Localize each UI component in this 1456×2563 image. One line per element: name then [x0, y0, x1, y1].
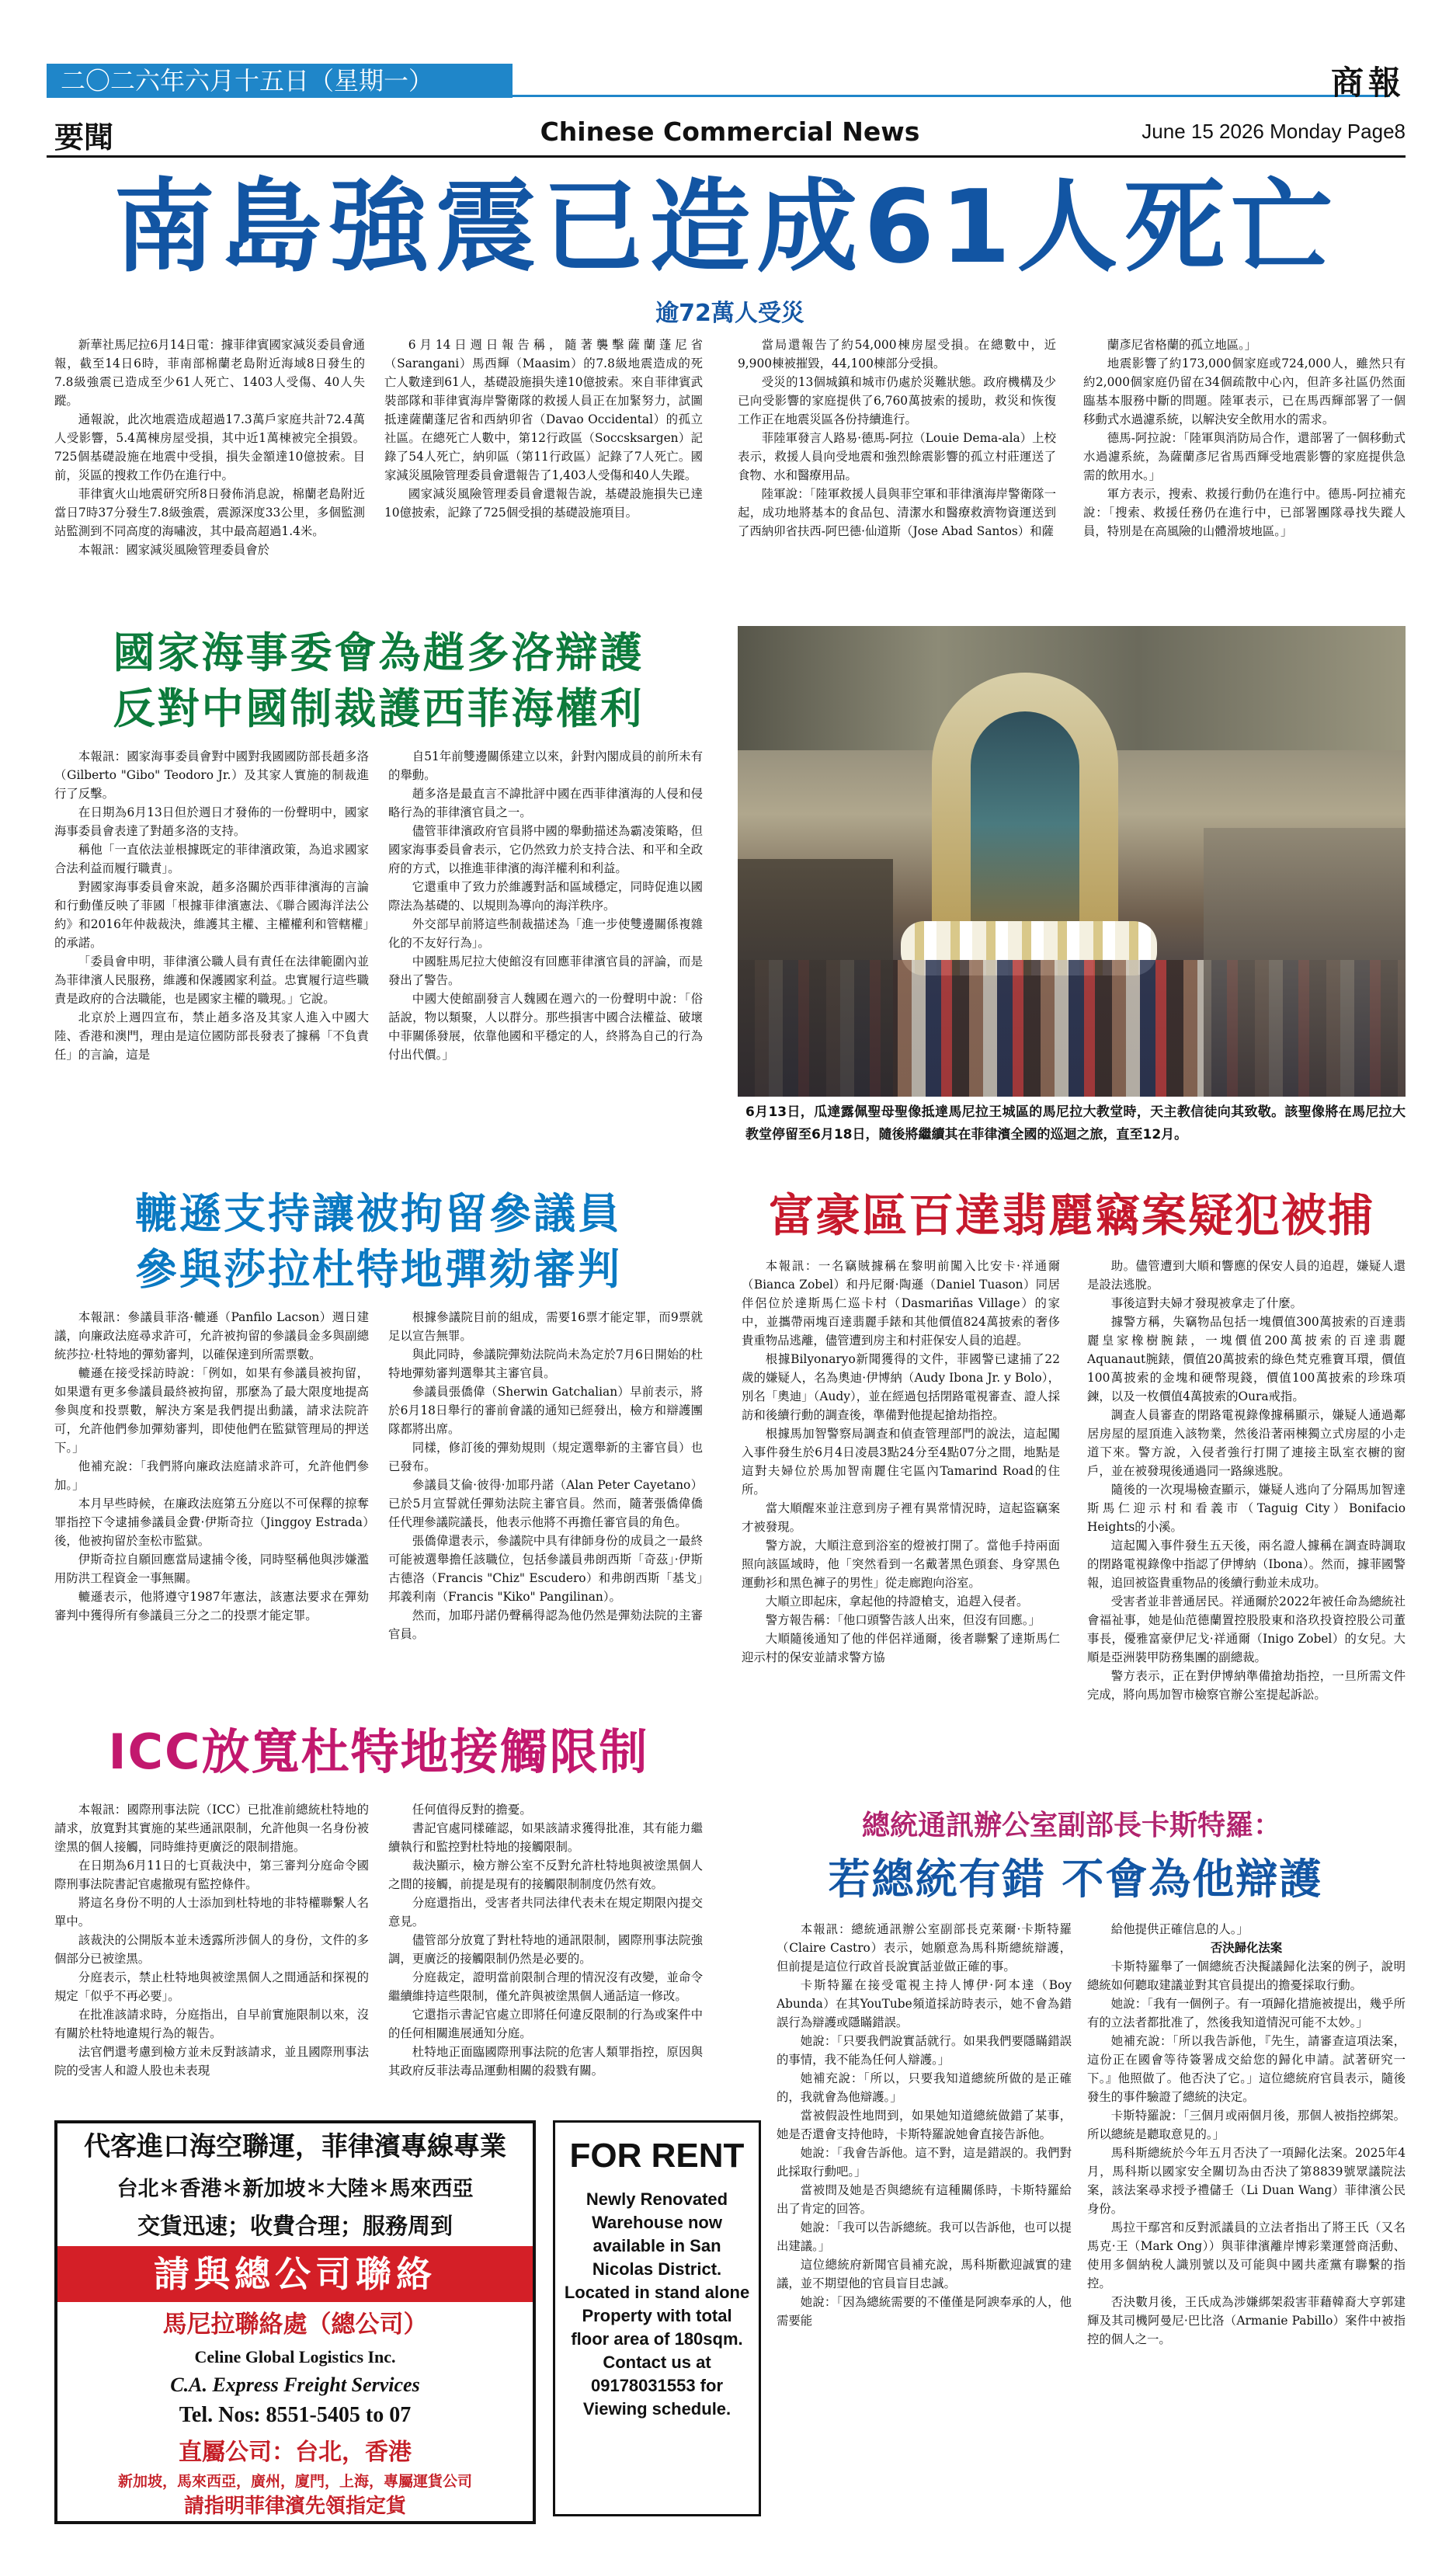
date-banner: 二〇二六年六月十五日（星期一）	[47, 64, 513, 98]
photo-crowd-right	[1204, 828, 1406, 1097]
castro-column-2: 給他提供正確信息的人。」 否決歸化法案 卡斯特羅舉了一個總統否決擬議歸化法案的例子，說明總統如何聽取建議並對其官員提出的擔憂採取行動。 她說：「我有一個例子。有一項歸化措施被提出，幾乎所有的立法者都批准了，然後我知道情況可能不太妙。」 她補充說：「所以我告訴他，『先生，請審查這項法案，這份正在國會等待簽署成交給您的歸化申請。試著研究一下。』他照做了。他否決了它。」這位總統府官員表示，隨後發生的事件驗證了總統的決定。 卡斯特羅說：「三個月或兩個月後，那個人被指控綁架。所以總統是聽取意見的。」 馬科斯總統於今年五月否決了一項歸化法案。2025年4月，馬科斯以國家安全關切為由否決了第8839號眾議院法案，該法案尋求授予禮儲壬（Li Duan Wang）菲律濱公民身份。 馬拉干鄢宮和反對派議員的立法者指出了將王氏（又名馬克·王（Mark Ong））與菲律濱離岸博彩業運營商活動、使用多個納稅人識別號以及可能與中國共產黨有聯繫的指控。 否決數月後，王氏成為涉嫌綁架殺害菲藉韓裔大亨郭建輝及其司機阿曼尼·巴比洛（Armanie Pabillo）案件中被指控的個人之一。	[1087, 1922, 1406, 2346]
rent-ad-body: Newly Renovated Warehouse now available in San Nicolas District. Located in stand alone Property with total floor area of 180sqm. Contact us at 09178031553 for Viewing schedule.	[564, 2189, 750, 2419]
paper-logo: 商報	[1330, 64, 1406, 102]
maritime-column-2: 自51年前雙邊關係建立以來，針對內閣成員的前所未有的舉動。 趙多洛是最直言不諱批評中國在西菲律濱海的人侵和侵略行為的菲律濱官員之一。 儘管菲律濱政府官員將中國的舉動描述為霸凌策略，但國家海事委員會表示，它仍然致力於支持合法、和平和全政府的方式，以推進菲律濱的海洋權利和利益。 它還重申了致力於維護對話和區域穩定，同時促進以國際法為基礎的、以規則為導向的海洋秩序。 外交部早前將這些制裁描述為「進一步使雙邊關係複雜化的不友好行為」。 中國駐馬尼拉大使館沒有回應菲律濱官員的評論，而是發出了警告。 中國大使館副發言人魏國在週六的一份聲明中說：「俗話說，物以類聚，人以群分。那些損害中國合法權益、破壞中菲關係發展，依靠他國和平穩定的人，終將為自己的行為付出代價。」	[388, 749, 703, 1062]
maritime-headline-line-1: 國家海事委會為趙多洛辯護	[113, 628, 645, 677]
castro-headline-line-2: 若總統有錯 不會為他辯護	[828, 1855, 1323, 1904]
lacson-headline-line-2: 參與莎拉杜特地彈劾審判	[135, 1245, 622, 1294]
icc-headline: ICC放寬杜特地接觸限制	[108, 1723, 649, 1780]
photo-icon-figure	[971, 711, 1079, 937]
icc-column-1: 本報訊：國際刑事法院（ICC）已批准前總統杜特地的請求，放寬對其實施的某些通訊限制，允許他與一名身份被塗黑的個人接觸，同時維持更廣泛的限制措施。 在日期為6月11日的七頁裁決中，第三審判分庭命令國際刑事法院書記官處撤現有監控條件。 將這名身份不明的人士添加到杜特地的非特權聯繫人名單中。 該裁決的公開版本並未透露所涉個人的身份，文件的多個部分已被塗黑。 分庭表示，禁止杜特地與被塗黑個人之間通話和探視的規定「似乎不再必要」。 在批准該請求時，分庭指出，自早前實施限制以來，沒有關於杜特地違規行為的報告。 法官們還考慮到檢方並未反對該請求，並且國際刑事法院的受害人和證人股也未表現	[54, 1803, 369, 2078]
rent-ad	[553, 2120, 761, 2516]
lead-column-2: 6月14日週日報告稱，隨著襲擊薩蘭蓬尼省（Sarangani）馬西輝（Maasim）的7.8級地震造成的死亡人數達到61人，基礎設施損失達10億披索。來自菲律賓武裝部隊和菲律賓海岸警衛隊的救援人員正在加緊努力，試圖抵達薩蘭蓬尼省和西納卯省（Davao Occidental）的孤立社區。在總死亡人數中，第12行政區（Soccsksargen）記錄了54人死亡，納卯區（第11行政區）記錄了7人死亡。國家減災風險管理委員會還報告了1,403人受傷和40人失蹤。 國家減災風險管理委員會還報告說，基礎設施損失已達10億披索，記錄了725個受損的基礎設施項目。	[384, 338, 703, 520]
maritime-headline-line-2: 反對中國制裁護西菲海權利	[113, 684, 645, 733]
castro-headline-line-1: 總統通訊辦公室副部長卡斯特羅：	[861, 1810, 1281, 1841]
lead-column-3: 當局還報告了約54,000棟房屋受損。在總數中，近9,900棟被摧毀，44,100棟部分受損。 受災的13個城鎮和城市仍處於災難狀態。政府機構及少已向受影響的家庭提供了6,760萬披索的援助，救災和恢復工作正在地震災區各份持續進行。 菲陸軍發言人路易·德馬-阿拉（Louie Dema-ala）上校表示，救援人員向受地震和強烈餘震影響的孤立村莊運送了食物、水和醫療用品。 陸軍說：「陸軍救援人員與菲空軍和菲律濱海岸警衛隊一起，成功地將基本的食品包、清潔水和醫療救濟物資運送到了西納卯省扶西-阿巴德·仙道斯（Jose Abad Santos）和薩	[738, 338, 1056, 538]
freight-ad-title: 代客進口海空聯運，菲律濱專線專業	[57, 2123, 533, 2170]
freight-ad-slogan: 交貨迅速；收費合理；服務周到	[137, 2213, 453, 2239]
photo-caption: 6月13日，瓜達露佩聖母聖像抵達馬尼拉王城區的馬尼拉大教堂時，天主教信徒向其致敬。該聖像將在馬尼拉大教堂停留至6月18日，隨後將繼續其在菲律濱全國的巡迴之旅，直至12月。	[745, 1104, 1406, 1142]
masthead-bottom-rule	[47, 155, 1406, 158]
castro-subhead: 否決歸化法案	[1210, 1941, 1283, 1955]
masthead-top-rule	[513, 95, 1390, 97]
lacson-headline-line-1: 轆遜支持讓被拘留參議員	[135, 1189, 622, 1238]
lead-headline: 南島強震已造成61人死亡	[113, 168, 1339, 286]
procession-photo	[738, 626, 1406, 1097]
section-label: 要聞	[54, 120, 114, 155]
freight-ad	[54, 2120, 536, 2524]
freight-ad-routes: 台北＊香港＊新加坡＊大陸＊馬來西亞	[116, 2177, 474, 2201]
freight-ad-company-2: C.A. Express Freight Services	[170, 2373, 420, 2396]
freight-ad-tel: Tel. Nos: 8551-5405 to 07	[179, 2403, 412, 2427]
lead-column-1: 新華社馬尼拉6月14日電：據菲律賓國家減災委員會通報，截至14日6時，菲南部棉蘭老島附近海域8日發生的7.8級強震已造成至少61人死亡、1403人受傷、40人失蹤。 通報說，此次地震造成超過17.3萬戶家庭共計72.4萬人受影響，5.4萬棟房屋受損，其中近1萬棟被完全損毀。725個基礎設施在地震中受損，損失金額達10億披索。目前，災區的搜救工作仍在進行中。 菲律賓火山地震研究所8日發佈消息說，棉蘭老島附近當日7時37分發生7.8級強震，震源深度33公里，多個監測站監測到不同高度的海嘯波，其中最高超過1.4米。 本報訊：國家減災風險管理委員會於	[54, 338, 365, 557]
paper-name-english: Chinese Commercial News	[540, 116, 920, 147]
freight-ad-cta: 請與總公司聯絡	[57, 2246, 533, 2302]
freight-ad-office: 馬尼拉聯絡處（總公司）	[162, 2311, 428, 2339]
rent-ad-title: FOR RENT	[569, 2137, 745, 2175]
freight-ad-company-1: Celine Global Logistics Inc.	[194, 2347, 396, 2367]
robbery-column-1: 本報訊：一名竊賊據稱在黎明前闖入比安卡·祥通爾（Bianca Zobel）和丹尼爾·陶遜（Daniel Tuason）同居伴侶位於達斯馬仁巡卡村（Dasmariñas Village）的家中，並攜帶兩塊百達翡麗手錶和其他價值824萬披索的奢侈貴重物品逃離，儘管遭到房主和村莊保安人員的追趕。 根據Bilyonaryo新聞獲得的文件，菲國警已逮捕了22歲的嫌疑人，名為奧迪·伊博納（Audy Ibona Jr. y Bolo），別名「奧迪」（Audy），並在經過包括閉路電視審查、證人採訪和後續行動的調查後，準備對他提起搶劫指控。 根據馬加智警察局調查和偵查管理部門的說法，這起闖入事件發生於6月4日凌晨3點24分至4點07分之間，地點是這對夫婦位於馬加智南麗住宅區內Tamarind Road的住所。 當大順醒來並注意到房子裡有異常情況時，這起盜竊案才被發現。 警方說，大順注意到浴室的燈被打開了。當他手持兩面照向該區域時，他「突然看到一名戴著黑色頭套、身穿黑色運動衫和黑色褲子的男性」從走廊跑向浴室。 大順立即起床，拿起他的持證槍支，追趕入侵者。 警方報告稱：「他口頭警告該人出來，但沒有回應。」 大順隨後通知了他的伴侶祥通爾，後者聯繫了達斯馬仁迎示村的保安並請求警方協	[742, 1259, 1060, 1664]
freight-ad-branch-list: 新加坡，馬來西亞，廣州，廈門，上海，專屬運貨公司	[117, 2473, 472, 2490]
photo-crowd-left	[738, 859, 893, 1097]
lacson-column-2: 根據參議院目前的組成，需要16票才能定罪，而9票就足以宣告無罪。 與此同時，參議院彈劾法院尚未為定於7月6日開始的杜特地彈劾審判選舉其主審官員。 參議員張僑偉（Sherwin Gatchalian）早前表示，將於6月18日舉行的審前會議的通知已經發出，檢方和辯護團隊都將出席。 同樣，修訂後的彈劾規則（規定選舉新的主審官員）也已發布。 參議員艾倫·彼得·加耶丹諾（Alan Peter Cayetano）已於5月宣誓就任彈劾法院主審官員。然而，隨著張僑偉僑任代理參議院議長，他表示他將不再擔任審官員的角色。 張僑偉還表示，參議院中具有律師身份的成員之一最終可能被選舉擔任該職位，包括參議員弗朗西斯「奇茲」·伊斯古德洛（Francis "Chiz" Escudero）和弗朗西斯「基戈」邦義利南（Francis "Kiko" Pangilinan）。 然而，加耶丹諾仍聲稱得認為他仍然是彈劾法院的主審官員。	[388, 1310, 703, 1641]
lead-column-4: 蘭彥尼省格蘭的孤立地區。」 地震影響了約173,000個家庭或724,000人，雖然只有約2,000個家庭仍留在34個疏散中心內，但許多社區仍然面臨基本服務中斷的問題。陸軍表示，已在馬西輝部署了一個移動式水過濾系統，以解決安全飲用水的需求。 德馬-阿拉說：「陸軍與消防局合作，還部署了一個移動式水過濾系統，為薩蘭彥尼省馬西輝受地震影響的家庭提供急需的飲用水。」 軍方表示，搜索、救援行動仍在進行中。德馬-阿拉補充說：「搜索、救援任務仍在進行中，已部署團隊尋找失蹤人員，特別是在高風險的山體滑坡地區。」	[1083, 338, 1406, 538]
freight-ad-footer: 請指明菲律濱先領指定貨	[183, 2495, 406, 2518]
robbery-column-2: 助。儘管遭到大順和響應的保安人員的追趕，嫌疑人還是設法逃脫。 事後這對夫婦才發現被拿走了什麼。 據警方稱，失竊物品包括一塊價值300萬披索的百達翡麗皇家橡樹腕錶，一塊價值200萬披索的百達翡麗Aquanaut腕錶，價值20萬披索的綠色梵克雅寶耳環，價值100萬披索的金塊和硬幣現錢，價值100萬披索的珍珠項鍊，以及一枚價值4萬披索的Oura戒指。 調查人員審查的閉路電視錄像據稱顯示，嫌疑人通過鄰居房屋的屋頂進入該物業，然後沿著兩棟獨立式房屋的小走道下來。警方說，入侵者強行打開了連接主臥室衣櫥的窗戶，並在被發現後通過同一路線逃脫。 隨後的一次現場檢查顯示，嫌疑人逃向了分隔馬加智達斯馬仁迎示村和看義市（Taguig City）Bonifacio Heights的小溪。 這起闖入事件發生五天後，兩名證人據稱在調查時調取的閉路電視錄像中指認了伊博納（Ibona）。然而，據菲國警報，追回被盜貴重物品的後續行動並未成功。 受害者並非普通居民。祥通爾於2022年被任命為總統社會福祉事，她是仙范德蘭置控股股東和洛玖投資控股公司董事長，優雅富豪伊尼戈·祥通爾（Inigo Zobel）的女兒。大順是亞洲裝甲防務集團的副總裁。 警方表示，正在對伊博納準備搶劫指控，一旦所需文件完成，將向馬加智市檢察官辦公室提起訴訟。	[1087, 1259, 1406, 1702]
lacson-column-1: 本報訊：參議員菲洛·轆遜（Panfilo Lacson）週日建議，向廉政法庭尋求許可，允許被拘留的參議員金多與副總統莎拉·杜特地的彈劾審判，以確保達到所需票數。 轆遜在接受採訪時說：「例如，如果有參議員被拘留，如果還有更多參議員最終被拘留，那麼為了最大限度地提高參與度和投票數，解決方案是我們提出動議，請求法院許可，允許他們參加彈劾審判，即使他們在監獄管理局的押送下。」 他補充說：「我們將向廉政法庭請求許可，允許他們參加。」 本月早些時候，在廉政法庭第五分庭以不可保釋的掠奪罪指控下令逮捕參議員金費·伊斯奇拉（Jinggoy Estrada）後，他被拘留於奎松市監獄。 伊斯奇拉自願回應當局逮捕令後，同時堅稱他與涉嫌濫用防洪工程資金一事無關。 轆遜表示，他將遵守1987年憲法，該憲法要求在彈劾審判中獲得所有參議員三分之二的投票才能定罪。	[54, 1310, 369, 1622]
robbery-headline: 富豪區百達翡麗竊案疑犯被捕	[768, 1189, 1374, 1242]
issue-info: June 15 2026 Monday Page8	[1142, 120, 1406, 143]
icc-column-2: 任何值得反對的擔憂。 書記官處同樣確認，如果該請求獲得批准，其有能力繼續執行和監控對杜特地的接觸限制。 裁決顯示，檢方辦公室不反對允許杜特地與被塗黑個人之間的接觸，前提是現有的接觸限制制度仍然有效。 分庭還指出，受害者共同法律代表未在規定期限內提交意見。 儘管部分放寬了對杜特地的通訊限制，國際刑事法院強調，更廣泛的接觸限制仍然是必要的。 分庭裁定，證明當前限制合理的情況沒有改變，並命令繼續維持這些限制，僅允許與被塗黑個人通話這一修改。 它還指示書記官處立即將任何違反限制的行為或案件中的任何相關進展通知分庭。 杜特地正面臨國際刑事法院的危害人類罪指控，原因與其政府反菲法毒品運動相關的殺戮有關。	[388, 1803, 703, 2078]
freight-ad-branch-title: 直屬公司：台北，香港	[179, 2439, 412, 2466]
castro-column-1: 本報訊：總統通訊辦公室副部長克萊爾·卡斯特羅（Claire Castro）表示，她願意為馬科斯總統辯護，但前提是這位行政首長說實話並做正確的事。 卡斯特羅在接受電視主持人博伊·阿本達（Boy Abunda）在其YouTube頻道採訪時表示，她不會為錯誤行為辯護或隱瞞錯誤。 她說：「只要我們說實話就行。如果我們要隱瞞錯誤的事情，我不能為任何人辯護。」 她補充說：「所以，只要我知道總統所做的是正確的，我就會為他辯護。」 當被假設性地問到，如果她知道總統做錯了某事，她是否還會支持他時，卡斯特羅說她會直接告訴他。 她說：「我會告訴他。這不對，這是錯誤的。我們對此採取行動吧。」 當被問及她是否與總統有這種關係時，卡斯特羅給出了肯定的回答。 她說：「我可以告訴總統。我可以告訴他，也可以提出建議。」 這位總統府新聞官員補充說，馬科斯歡迎誠實的建議，並不期望他的官員盲目忠誠。 她說：「因為總統需要的不僅僅是阿諛奉承的人，他需要能	[777, 1922, 1072, 2328]
lead-subhead: 逾72萬人受災	[655, 300, 804, 327]
maritime-column-1: 本報訊：國家海事委員會對中國對我國國防部長趙多洛（Gilberto "Gibo" Teodoro Jr.）及其家人實施的制裁進行了反擊。 在日期為6月13日但於週日才發佈的一份聲明中，國家海事委員會表達了對趙多洛的支持。 稱他「一直依法並根據既定的菲律濱政策，為追求國家合法利益而履行職責」。 對國家海事委員會來說，趙多洛關於西菲律濱海的言論和行動僅反映了菲國「根據菲律濱憲法、《聯合國海洋法公約》和2016年仲裁裁決，維護其主權、主權權利和管轄權」的承諾。 「委員會申明，菲律濱公職人員有責任在法律範圍內並為菲律濱人民服務，維護和保護國家利益。忠實履行這些職責是政府的合法職能，也是國家主權的職現。」它說。 北京於上週四宣布，禁止趙多洛及其家人進入中國大陸、香港和澳門，理由是這位國防部長發表了據稱「不負責任」的言論，這是	[54, 749, 369, 1062]
